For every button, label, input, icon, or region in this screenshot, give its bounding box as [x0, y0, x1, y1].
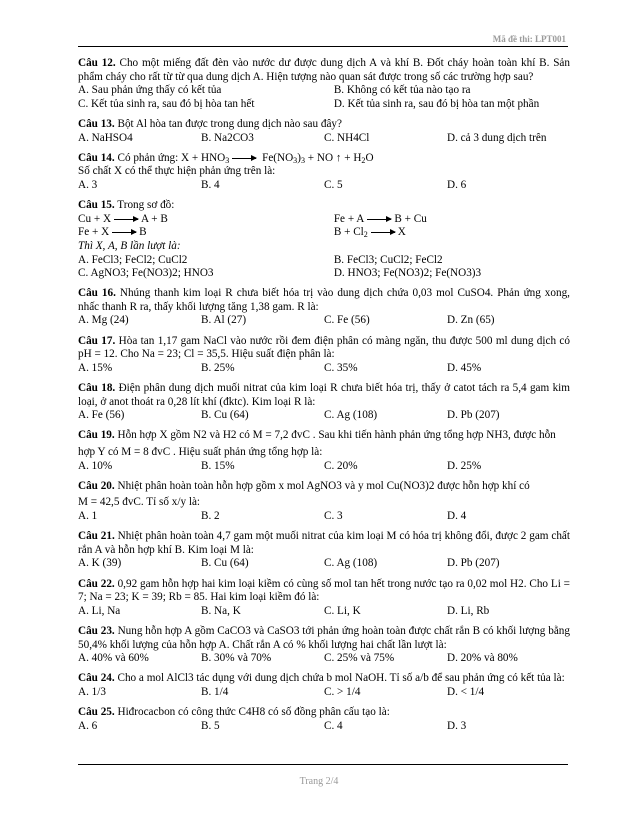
question-16 [78, 287, 570, 328]
option-b[interactable]: B. Na, K [201, 604, 241, 617]
option-b[interactable]: B. FeCl3; CuCl2; FeCl2 [333, 253, 443, 266]
option-c[interactable]: C. 3 [324, 509, 343, 522]
option-a[interactable]: A. K (39) [78, 557, 122, 570]
question-label: Câu 13. [78, 117, 115, 130]
footer-rule [78, 764, 568, 765]
reaction-arrow-icon [232, 158, 256, 159]
option-b[interactable]: B. 1/4 [201, 685, 229, 698]
question-list [78, 57, 570, 740]
question-14: Câu 14. Có phản ứng: $X + HNO_3$ $Fe(NO_3)_3$ + NO ↑ + $H_2O$ Số chất X có thể thực hiện phản ứng trên là: A. 3 B. 4 C. 5 D. 6 [78, 152, 570, 193]
header-rule [78, 46, 568, 47]
option-d[interactable]: D. 45% [447, 361, 482, 374]
question-label: Câu 25. [78, 706, 115, 719]
question-label: Câu 19. [78, 429, 115, 442]
option-a[interactable]: A. 1 [78, 509, 98, 522]
question-stem: Hiđrocacbon có công thức C4H8 có số đồng phân cấu tạo là: [114, 706, 390, 719]
question-21 [78, 530, 570, 571]
option-c[interactable]: C. Kết tủa sinh ra, sau đó bị hòa tan hết [78, 97, 255, 110]
question-stem: Hòa tan 1,17 gam NaCl vào nước rồi đem điện phân có màng ngăn, thu được 500 ml dung dịch có pH = 12. Cho Na = 23; Cl = 35,5. Hiệu suất điện phân là: [78, 334, 570, 361]
reaction-row: Cu + X A + B Fe + A B + Cu [78, 212, 427, 225]
option-d[interactable]: D. 3 [447, 719, 467, 732]
question-label: Câu 23. [78, 624, 115, 637]
question-label: Câu 18. [78, 382, 116, 395]
question-12 [78, 57, 570, 111]
option-d[interactable]: D. cả 3 dung dịch trên [447, 131, 547, 144]
question-stem: Nhiệt phân hoàn toàn hỗn hợp gồm x mol AgNO3 và y mol Cu(NO3)2 được hỗn hợp khí có [114, 479, 530, 492]
question-stem: 0,92 gam hỗn hợp hai kim loại kiềm có cùng số mol tan hết trong nước tạo ra 0,02 mol H2. Cho Li = 7; Na = 23; K = 39; Rb = 85. Hai kim loại kiềm đó là: [78, 577, 570, 604]
option-d[interactable]: D. 20% và 80% [447, 652, 518, 665]
option-c[interactable]: C. Ag (108) [324, 557, 378, 570]
option-a[interactable]: A. NaHSO4 [78, 131, 133, 144]
option-a[interactable]: A. Sau phản ứng thấy có kết tủa [78, 84, 222, 97]
question-stem: Nhúng thanh kim loại R chưa biết hóa trị vào dung dịch chứa 0,03 mol CuSO4. Phản ứng xong, nhấc thanh R ra, thấy khối lượng tăng 1,38 gam. R là: [78, 287, 570, 313]
option-c[interactable]: C. AgNO3; Fe(NO3)2; HNO3 [78, 267, 214, 280]
question-stem: Trong sơ đồ: [114, 199, 175, 212]
option-b[interactable]: B. 2 [201, 509, 220, 522]
question-label: Câu 15. [78, 199, 115, 212]
option-c[interactable]: C. > 1/4 [324, 685, 361, 698]
question-stem: Cho một miếng đất đèn vào nước dư được dung dịch A và khí B. Đốt cháy hoàn toàn khí B. Sản phẩm cháy cho rất từ từ qua dung dịch A. Hiện tượng nào quan sát được trong số các trường hợp sau? [78, 57, 570, 83]
question-22 [78, 578, 570, 619]
question-13 [78, 118, 570, 145]
question-label: Câu 14. [78, 151, 115, 164]
option-b[interactable]: B. Na2CO3 [201, 131, 254, 144]
reaction-arrow-icon [371, 232, 395, 233]
question-24 [78, 672, 570, 699]
option-d[interactable]: D. Li, Rb [447, 604, 490, 617]
question-stem: Bột Al hòa tan được trong dung dịch nào sau đây? [114, 117, 342, 130]
option-d[interactable]: D. Pb (207) [447, 557, 500, 570]
option-a[interactable]: A. 15% [78, 361, 113, 374]
option-d[interactable]: D. Kết tủa sinh ra, sau đó bị hòa tan một phần [333, 97, 540, 110]
question-stem: Hỗn hợp X gồm N2 và H2 có M = 7,2 đvC . Sau khi tiến hành phản ứng tổng hợp NH3, được hỗn [114, 429, 556, 442]
option-c[interactable]: C. 25% và 75% [324, 652, 395, 665]
question-25 [78, 706, 570, 733]
option-c[interactable]: C. Li, K [324, 604, 361, 617]
option-a[interactable]: A. Li, Na [78, 604, 121, 617]
question-18 [78, 382, 570, 423]
option-b[interactable]: B. Không có kết tủa nào tạo ra [333, 84, 471, 97]
reaction-arrow-icon [367, 219, 391, 220]
option-a[interactable]: A. 3 [78, 178, 98, 191]
option-d[interactable]: D. HNO3; Fe(NO3)2; Fe(NO3)3 [333, 267, 482, 280]
option-d[interactable]: D. 4 [447, 509, 467, 522]
question-stem: Nhiệt phân hoàn toàn 4,7 gam một muối nitrat của kim loại M có hóa trị không đổi, được 2 gam chất rắn A và hỗn hợp khí B. Kim loại M là: [78, 530, 570, 556]
option-a[interactable]: A. 1/3 [78, 685, 106, 698]
question-label: Câu 20. [78, 479, 115, 492]
option-b[interactable]: B. 15% [201, 459, 235, 472]
option-d[interactable]: D. < 1/4 [447, 685, 485, 698]
option-b[interactable]: B. Cu (64) [201, 409, 249, 422]
option-b[interactable]: B. 5 [201, 719, 220, 732]
option-b[interactable]: B. Al (27) [201, 314, 247, 327]
question-17 [78, 335, 570, 376]
question-20 [78, 480, 570, 524]
question-stem: Điện phân dung dịch muối nitrat của kim loại R chưa biết hóa trị, thấy ở catot tách ra 5,4 gam kim loại, ở anot thoát ra 0,28 lít khí (đktc). Kim loại R là: [78, 382, 570, 408]
question-line: Thì X, A, B lần lượt là: [78, 239, 181, 252]
option-c[interactable]: C. 5 [324, 178, 343, 191]
question-15 [78, 199, 570, 281]
option-c[interactable]: C. Ag (108) [324, 409, 378, 422]
question-stem: Cho a mol AlCl3 tác dụng với dung dịch chứa b mol NaOH. Tỉ số a/b để sau phản ứng có kết tủa là: [114, 672, 565, 685]
option-c[interactable]: C. NH4Cl [324, 131, 370, 144]
option-c[interactable]: C. 4 [324, 719, 343, 732]
option-d[interactable]: D. Zn (65) [447, 314, 495, 327]
option-a[interactable]: A. 40% và 60% [78, 652, 149, 665]
reaction-arrow-icon [112, 232, 136, 233]
option-a[interactable]: A. Fe (56) [78, 409, 125, 422]
question-19 [78, 429, 570, 473]
question-line: hợp Y có M = 8 đvC . Hiệu suất phản ứng tổng hợp là: [78, 446, 323, 458]
option-a[interactable]: A. 6 [78, 719, 98, 732]
question-line: M = 42,5 đvC. Tỉ số x/y là: [78, 496, 201, 509]
question-label: Câu 16. [78, 287, 116, 300]
option-b[interactable]: B. 25% [201, 361, 235, 374]
option-d[interactable]: D. Pb (207) [447, 409, 500, 422]
option-d[interactable]: D. 25% [447, 459, 482, 472]
question-23 [78, 625, 570, 666]
question-label: Câu 12. [78, 57, 116, 69]
option-a[interactable]: A. FeCl3; FeCl2; CuCl2 [78, 253, 188, 266]
question-stem: Nung hỗn hợp A gồm CaCO3 và CaSO3 tới phản ứng hoàn toàn được chất rắn B có khối lượng bằng 50,4% khối lượng của hỗn hợp A. Chất rắn A có % khối lượng hai chất lần lượt là: [78, 624, 570, 651]
option-a[interactable]: A. Mg (24) [78, 314, 129, 327]
exam-code: Mã đề thi: LPT001 [492, 34, 566, 44]
option-c[interactable]: C. 35% [324, 361, 358, 374]
question-label: Câu 17. [78, 334, 116, 347]
page-number: Trang 2/4 [299, 776, 339, 787]
option-b[interactable]: B. 4 [201, 178, 220, 191]
option-c[interactable]: C. Fe (56) [324, 314, 370, 327]
question-label: Câu 21. [78, 530, 115, 543]
question-label: Câu 22. [78, 577, 115, 590]
option-b[interactable]: B. Cu (64) [201, 557, 249, 570]
option-a[interactable]: A. 10% [78, 459, 113, 472]
reaction-arrow-icon [114, 219, 138, 220]
option-c[interactable]: C. 20% [324, 459, 358, 472]
option-b[interactable]: B. 30% và 70% [201, 652, 272, 665]
reaction-row: Fe + X B $B + Cl_2$ X [78, 226, 406, 240]
question-label: Câu 24. [78, 672, 115, 685]
option-d[interactable]: D. 6 [447, 178, 467, 191]
question-line: Số chất X có thể thực hiện phản ứng trên là: [78, 165, 276, 178]
